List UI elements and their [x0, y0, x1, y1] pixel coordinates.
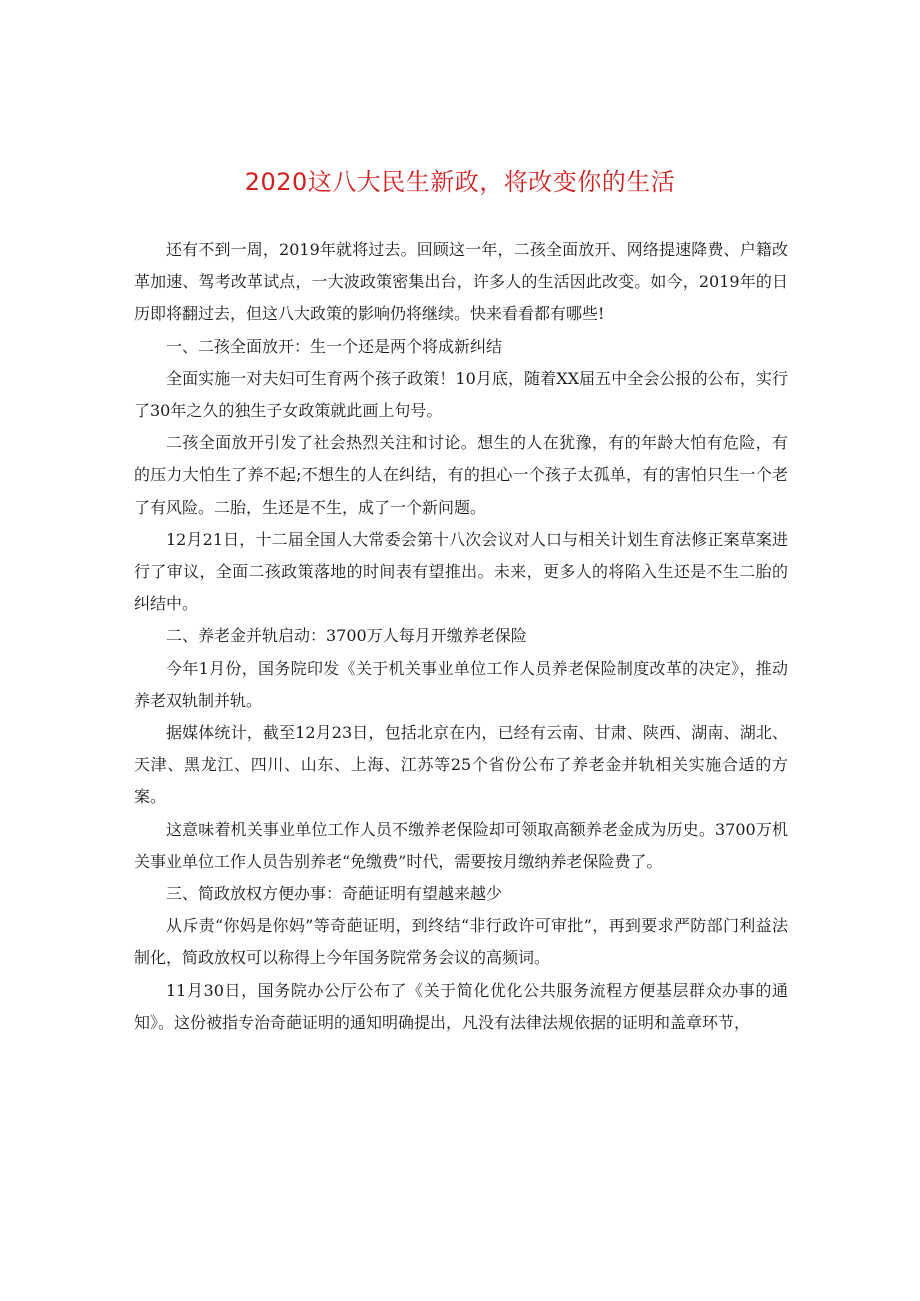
section-heading-1: 一、二孩全面放开：生一个还是两个将成新纠结	[166, 336, 503, 356]
section-heading-3: 三、简政放权方便办事：奇葩证明有望越来越少	[166, 884, 503, 904]
paragraph: 据媒体统计，截至12月23日，包括北京在内，已经有云南、甘肃、陕西、湖南、湖北、天津、黑龙江、四川、山东、上海、江苏等25个省份公布了养老金并轨相关实施合适的方案。	[134, 723, 788, 807]
paragraph: 12月21日，十二届全国人大常委会第十八次会议对人口与相关计划生育法修正案草案进行了审议，全面二孩政策落地的时间表有望推出。未来，更多人的将陷入生还是不生二胎的纠结中。	[134, 529, 788, 614]
paragraph: 今年1月份，国务院印发《关于机关事业单位工作人员养老保险制度改革的决定》，推动养老双轨制并轨。	[134, 658, 788, 710]
document-body	[134, 234, 788, 1039]
section-heading-2: 二、养老金并轨启动：3700万人每月开缴养老保险	[166, 626, 527, 646]
paragraph-intro: 还有不到一周，2019年就将过去。回顾这一年，二孩全面放开、网络提速降费、户籍改革加速、驾考改革试点，一大波政策密集出台，许多人的生活因此改变。如今，2019年的日历即将翻过去，但这八大政策的影响仍将继续。快来看看都有哪些!	[134, 240, 788, 324]
paragraph: 全面实施一对夫妇可生育两个孩子政策！10月底，随着XX届五中全会公报的公布，实行了30年之久的独生子女政策就此画上句号。	[134, 368, 788, 421]
paragraph: 11月30日，国务院办公厅公布了《关于简化优化公共服务流程方便基层群众办事的通知》。这份被指专治奇葩证明的通知明确提出，凡没有法律法规依据的证明和盖章环节，	[134, 980, 788, 1032]
paragraph: 二孩全面放开引发了社会热烈关注和讨论。想生的人在犹豫，有的年龄大怕有危险，有的压力大怕生了养不起;不想生的人在纠结，有的担心一个孩子太孤单，有的害怕只生一个老了有风险。二胎，生还是不生，成了一个新问题。	[134, 433, 788, 517]
paragraph: 从斥责“你妈是你妈”等奇葩证明，到终结“非行政许可审批”，再到要求严防部门利益法制化，简政放权可以称得上今年国务院常务会议的高频词。	[134, 916, 788, 968]
document-title: 2020这八大民生新政，将改变你的生活	[244, 168, 676, 196]
paragraph: 这意味着机关事业单位工作人员不缴养老保险却可领取高额养老金成为历史。3700万机关事业单位工作人员告别养老“免缴费”时代，需要按月缴纳养老保险费了。	[134, 819, 788, 871]
